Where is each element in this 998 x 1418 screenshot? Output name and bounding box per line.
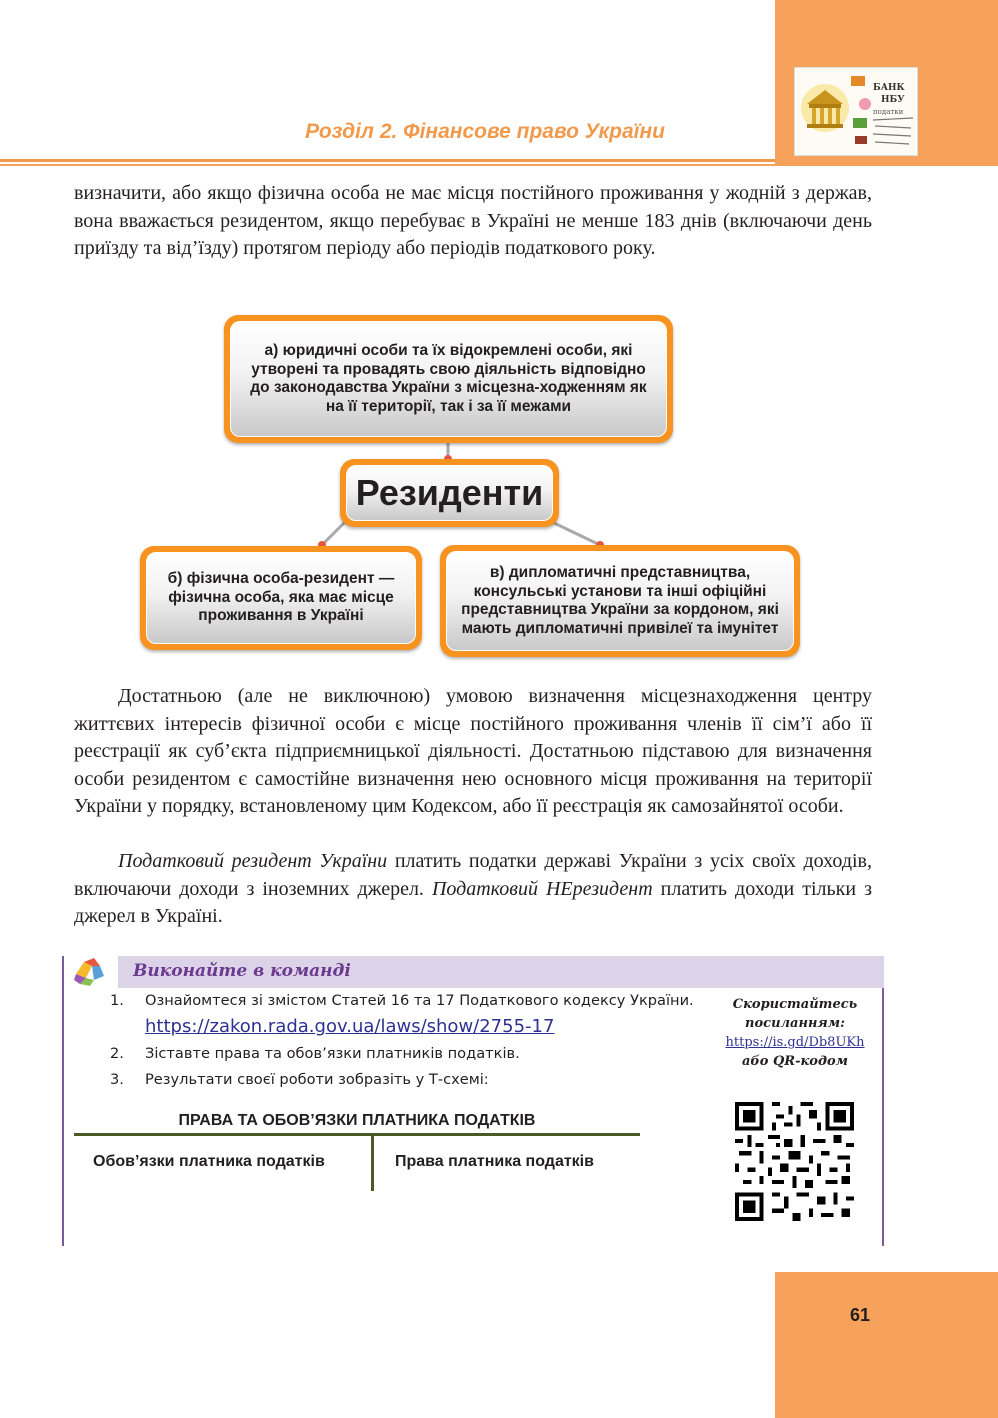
task-item-number: 2. bbox=[110, 1045, 124, 1062]
residents-diagram bbox=[0, 300, 998, 670]
qr-caption-prompt: Скористайтесь посиланням: bbox=[732, 997, 858, 1031]
task-item-number: 1. bbox=[110, 992, 124, 1009]
task-item bbox=[108, 1041, 708, 1067]
short-link[interactable]: https://is.gd/Db8UKh bbox=[725, 1035, 865, 1050]
box-legal-entities bbox=[224, 315, 673, 443]
logo-word-bank: БАНК bbox=[873, 83, 905, 93]
box-legal-entities-text: а) юридичні особи та їх відокремлені особи, які утворені та провадять свою діяльність відповідно до законодавства України з місцезна-ходженням як на її території, так і за її межами bbox=[230, 321, 667, 437]
task-item bbox=[108, 1067, 708, 1093]
chapter-title: Розділ 2. Фінансове право України bbox=[305, 120, 665, 143]
paragraph-tax-resident bbox=[74, 848, 872, 931]
term-tax-nonresident: Податковий НЕрезидент bbox=[431, 877, 653, 900]
paragraph-centre-of-interests: Достатньою (але не виключною) умовою визначення місцезнаходження центру життєвих інтересів фізичної особи є місце постійного проживання членів її сім’ї або її реєстрації як суб’єкта підприємницької діяльності. Достатньою підставою для визначення особи резидентом є самостійне визначення нею основного місця проживання на території України у порядку, встановленому цим Кодексом, або її реєстрація як самозайнятої особи. bbox=[74, 685, 872, 818]
tscheme-vertical-line bbox=[371, 1136, 374, 1191]
header-divider-secondary bbox=[0, 164, 998, 166]
tax-code-link[interactable]: https://zakon.rada.gov.ua/laws/show/2755-17 bbox=[145, 1016, 555, 1037]
task-item-text: Ознайомтеся зі змістом Статей 16 та 17 Податкового кодексу України. bbox=[145, 992, 694, 1009]
qr-caption bbox=[712, 995, 878, 1071]
task-title: Виконайте в команді bbox=[133, 961, 351, 981]
qr-caption-or: або QR-кодом bbox=[741, 1054, 849, 1069]
box-individual-resident-text: б) фізична особа-резидент — фізична особа, яка має місце проживання в Україні bbox=[146, 552, 416, 644]
footer-orange-block bbox=[775, 1272, 998, 1418]
header-divider bbox=[0, 159, 775, 162]
box-residents-center bbox=[340, 459, 559, 527]
tax-resident-text: платить податки державі України з усіх своїх доходів, включаючи доходи з іноземних джерел. bbox=[74, 850, 873, 900]
task-right-border bbox=[882, 988, 884, 1246]
box-individual-resident bbox=[140, 546, 422, 650]
tscheme-rights-header: Права платника податків bbox=[395, 1153, 594, 1170]
task-item bbox=[108, 988, 708, 1041]
page-number: 61 bbox=[850, 1305, 871, 1325]
term-tax-resident: Податковий резидент України bbox=[118, 850, 388, 872]
task-item-text: Результати своєї роботи зобразіть у Т-схемі: bbox=[145, 1071, 489, 1088]
tax-nonresident-text: платить доходи тільки з джерел в Україні. bbox=[74, 877, 872, 928]
residents-title: Резиденти bbox=[346, 465, 553, 521]
task-left-border bbox=[62, 956, 64, 1246]
tscheme-horizontal-line bbox=[74, 1133, 640, 1136]
logo-word-nbu: НБУ bbox=[881, 95, 905, 105]
puzzle-team-icon bbox=[72, 956, 108, 988]
finance-logo-image bbox=[794, 67, 918, 156]
task-item-number: 3. bbox=[110, 1071, 124, 1088]
task-item-text: Зіставте права та обов’язки платників податків. bbox=[145, 1045, 520, 1062]
box-diplomatic-missions-text: в) дипломатичні представництва, консульські установи та інші офіційні представництва України за кордоном, які мають дипломатичні привілеї та імунітет bbox=[446, 551, 794, 651]
logo-word-taxes: податки bbox=[873, 108, 904, 116]
tscheme-title: ПРАВА ТА ОБОВ’ЯЗКИ ПЛАТНИКА ПОДАТКІВ bbox=[178, 1112, 536, 1129]
tscheme-obligations-header: Обов’язки платника податків bbox=[93, 1153, 325, 1170]
qr-code-icon[interactable] bbox=[735, 1102, 854, 1221]
box-diplomatic-missions bbox=[440, 545, 800, 657]
paragraph-residency-definition: визначити, або якщо фізична особа не має місця постійного проживання у жодній з держав, вона вважається резидентом, якщо перебуває в Україні не менше 183 днів (включаючи день приїзду та від’їзду) протягом періоду або періодів податкового року. bbox=[74, 182, 872, 260]
task-list bbox=[108, 988, 708, 1093]
